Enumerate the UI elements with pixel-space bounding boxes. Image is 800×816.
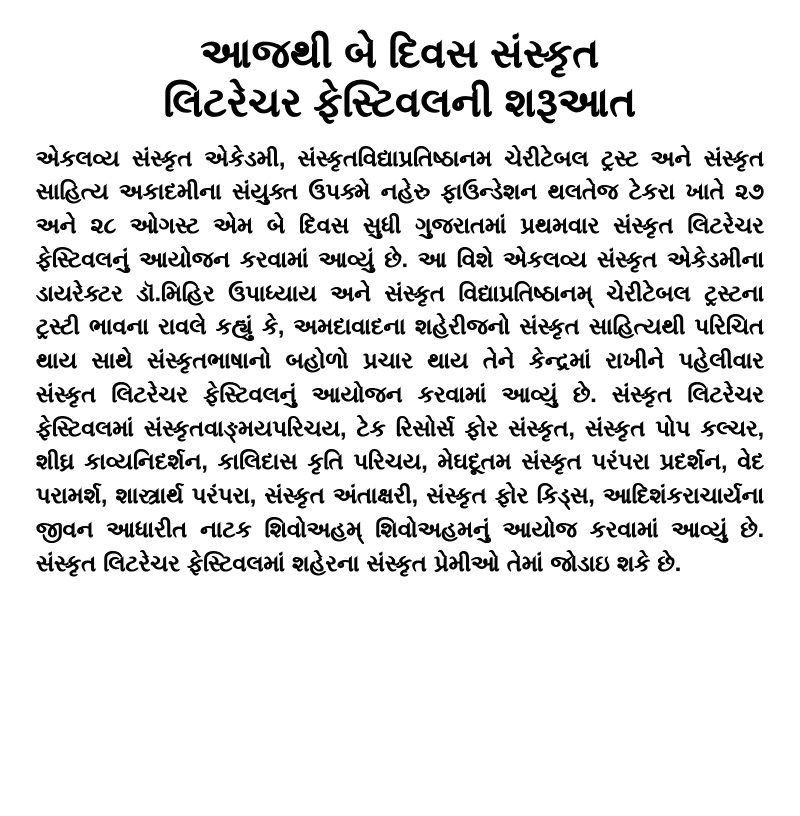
article-paragraph: એકલવ્ય સંસ્કૃત એકેડમી, સંસ્કૃતવિદ્યાપ્રતિષ્ઠાનમ ચેરીટેબલ ટ્રસ્ટ અને સંસ્કૃત સાહિત્ય અકાદમીના સંયુક્ત ઉપક્મે નહેરુ ફાઉન્ડેશન થલતેજ ટેકરા ખાતે ૨૭ અને ૨૮ ઓગસ્ટ એમ બે દિવસ સુધી ગુજરાતમાં પ્રથમવાર સંસ્કૃત લિટરેચર ફેસ્ટિવલનું આયોજન કરવામાં આવ્યું છે. આ વિશે એકલવ્ય સંસ્કૃત એકેડમીના ડાયરેક્ટર ડૉ.મિહિર ઉપાધ્યાય અને સંસ્કૃત વિદ્યાપ્રતિષ્ઠાનમ્ ચેરીટેબલ ટ્રસ્ટના ટ્રસ્ટી ભાવના રાવલે કહ્યું કે, અમદાવાદના શહેરીજનો સંસ્કૃત સાહિત્યથી પરિચિત થાય સાથે સંસ્કૃતભાષાનો બહોળો પ્રચાર થાય તેને કેન્દ્રમાં રાખીને પહેલીવાર સંસ્કૃત લિટરેચર ફેસ્ટિવલનું આયોજન કરવામાં આવ્યું છે. સંસ્કૃત લિટરેચર ફેસ્ટિવલમાં સંસ્કૃતવાઙ્મયપરિચય, ટેક રિસોર્સ ફોર સંસ્કૃત, સંસ્કૃત પોપ કલ્ચર, શીઘ્ર કાવ્યનિદર્શન, કાલિદાસ કૃતિ પરિચય, મેઘદૂતમ સંસ્કૃત પરંપરા પ્રદર્શન, વેદ પરામર્શ, શાસ્ત્રાર્થ પરંપરા, સંસ્કૃત અંતાક્ષરી, સંસ્કૃત ફોર કિડ્સ, આદિશંકરાચાર્યના જીવન આધારીત નાટક શિવોઅહમ્ શિવોઅહમનું આયોજ કરવામાં આવ્યું છે. સંસ્કૃત લિટરેચર ફેસ્ટિવલમાં શહેરના સંસ્કૃત પ્રેમીઓ તેમાં જોડાઇ શકે છે. bbox=[36, 145, 764, 576]
headline-line-1: આજથી બે દિવસ સંસ્કૃત bbox=[200, 32, 600, 76]
article-body bbox=[34, 142, 766, 581]
headline-line-2: લિટરેચર ફેસ્ટિવલની શરૂઆત bbox=[163, 80, 637, 125]
headline bbox=[34, 30, 766, 128]
